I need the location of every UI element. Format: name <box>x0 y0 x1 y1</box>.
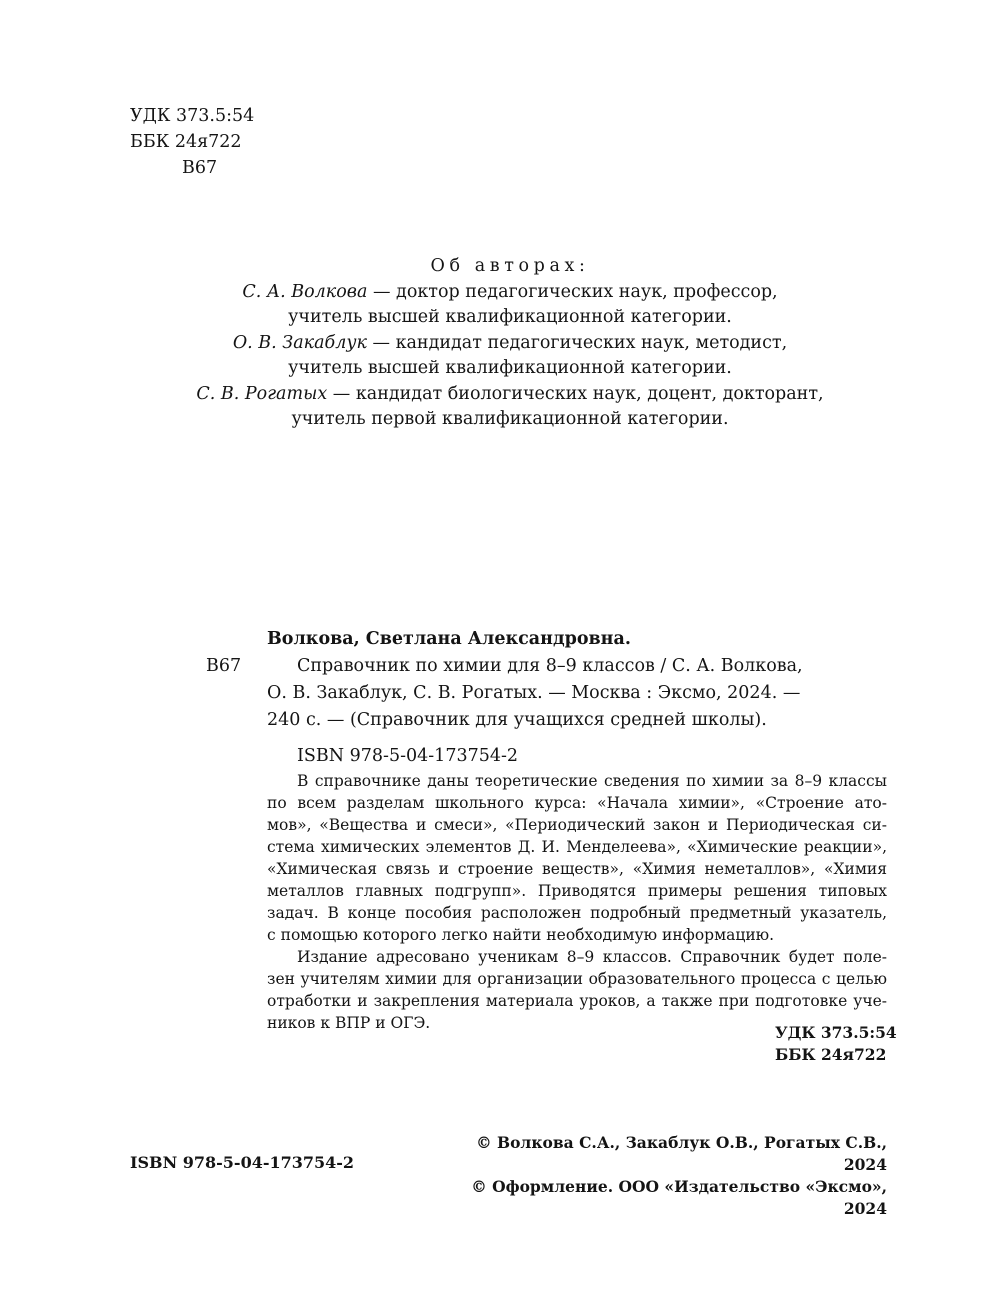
annotation <box>267 770 887 1034</box>
bib-line: 240 с. — (Справочник для учащихся средней школы). <box>267 710 767 730</box>
author-line: С. А. Волкова — доктор педагогических наук, профессор, <box>242 281 778 302</box>
bib-line: Справочник по химии для 8–9 классов / С. А. Волкова, <box>297 656 803 676</box>
author-line: учитель высшей квалификационной категории. <box>288 358 732 378</box>
annotation-line: Издание адресовано ученикам 8–9 классов. Справочник будет поле- <box>297 948 887 966</box>
annotation-line: мов», «Вещества и смеси», «Периодический закон и Периодическая си- <box>267 816 887 834</box>
annotation-line: стема химических элементов Д. И. Менделеева», «Химические реакции», <box>267 838 887 856</box>
author-name: С. В. Рогатых <box>196 383 328 404</box>
author-name: О. В. Закаблук <box>232 332 367 353</box>
annotation-line: с помощью которого легко найти необходимую информацию. <box>267 926 775 944</box>
bib-isbn: ISBN 978-5-04-173754-2 <box>297 746 519 766</box>
author-name: С. А. Волкова <box>242 281 368 302</box>
udk-code: УДК 373.5:54 <box>775 1023 897 1042</box>
author-line: О. В. Закаблук — кандидат педагогических наук, методист, <box>232 332 788 353</box>
bib-code: В67 <box>206 656 242 676</box>
about-authors <box>130 254 890 433</box>
bib-author-heading: Волкова, Светлана Александровна. <box>267 629 631 649</box>
bbk-code: ББК 24я722 <box>130 132 242 152</box>
header-classification-codes <box>130 103 254 181</box>
annotation-line: задач. В конце пособия расположен подробный предметный указатель, <box>267 904 887 922</box>
author-line: С. В. Рогатых — кандидат биологических наук, доцент, докторант, <box>196 383 824 404</box>
copyright-design: © Оформление. ООО «Издательство «Эксмо», 2024 <box>471 1177 887 1218</box>
copyright-authors: © Волкова С.А., Закаблук О.В., Рогатых С.В., 2024 <box>476 1133 887 1174</box>
udk-code: УДК 373.5:54 <box>130 106 255 126</box>
annotation-line: металлов главных подгрупп». Приводятся примеры решения типовых <box>267 882 887 900</box>
copyright-block <box>470 1132 887 1220</box>
author-line: учитель высшей квалификационной категории. <box>288 307 732 327</box>
about-authors-heading: Об авторах: <box>430 256 590 276</box>
footer-isbn: ISBN 978-5-04-173754-2 <box>130 1153 355 1172</box>
bibliographic-record <box>130 626 890 770</box>
annotation-line: «Химическая связь и строение веществ», «Химия неметаллов», «Химия <box>267 860 887 878</box>
footer-classification-codes <box>775 1022 897 1066</box>
annotation-line: отработки и закрепления материала уроков, а также при подготовке уче- <box>267 992 887 1010</box>
annotation-line: ников к ВПР и ОГЭ. <box>267 1014 431 1032</box>
annotation-line: В справочнике даны теоретические сведения по химии за 8–9 классы <box>297 772 887 790</box>
annotation-line: по всем разделам школьного курса: «Начала химии», «Строение ато- <box>267 794 887 812</box>
annotation-line: зен учителям химии для организации образовательного процесса с целью <box>267 970 887 988</box>
bib-line: О. В. Закаблук, С. В. Рогатых. — Москва : Эксмо, 2024. — <box>267 683 801 703</box>
author-mark: В67 <box>182 158 218 178</box>
author-line: учитель первой квалификационной категории. <box>291 409 729 429</box>
bbk-code: ББК 24я722 <box>775 1045 887 1064</box>
